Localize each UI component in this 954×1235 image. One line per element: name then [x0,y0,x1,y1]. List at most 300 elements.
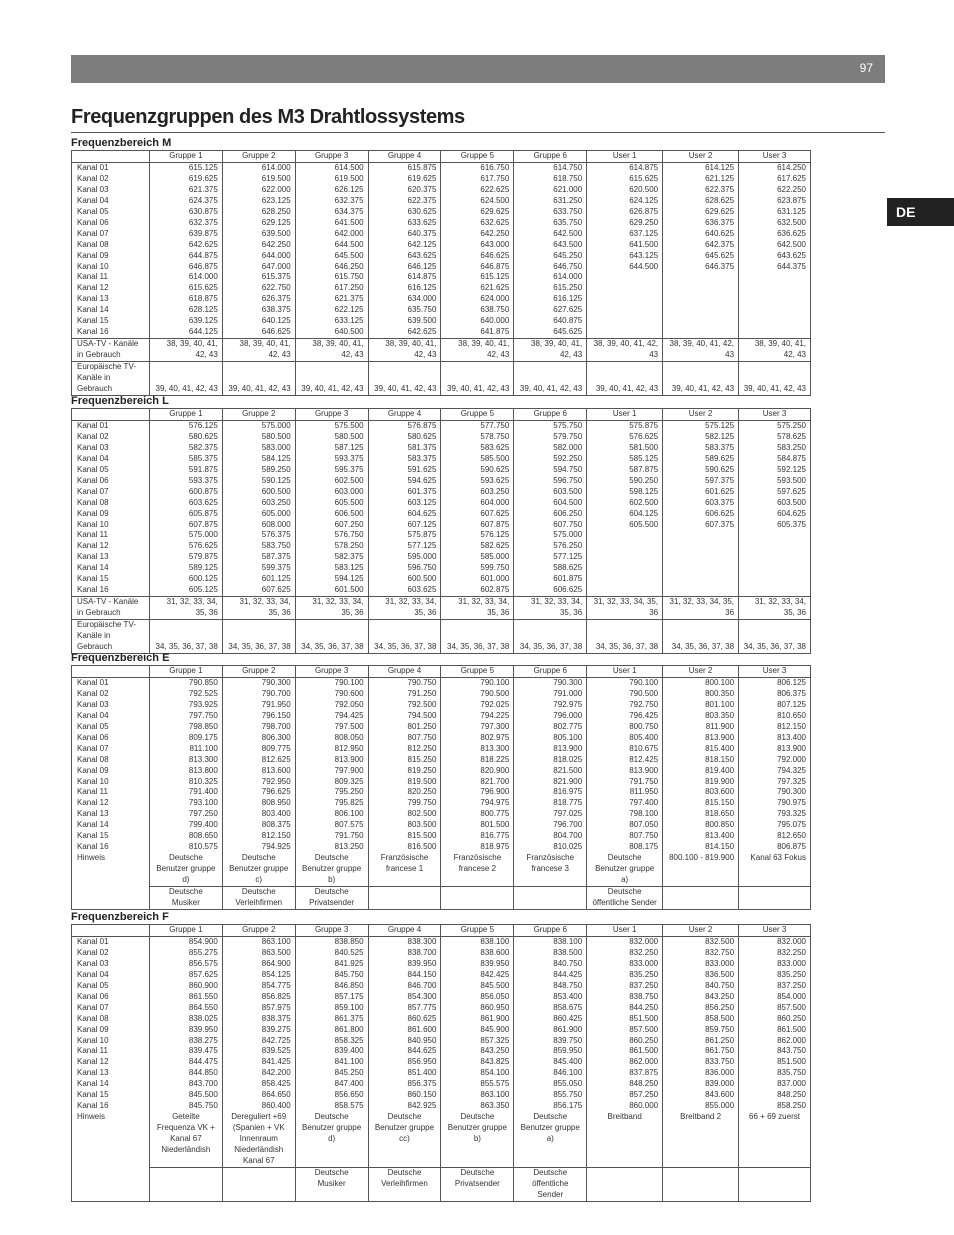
frequency-cell: 607.250 [295,520,368,531]
frequency-cell: 583.625 [441,443,514,454]
frequency-cell: 582.125 [663,432,739,443]
column-header: User 2 [663,151,739,163]
frequency-cell: 819.400 [663,766,739,777]
notes-row [72,620,811,654]
channel-label: Kanal 03 [72,959,150,970]
frequency-cell: 583.250 [739,443,811,454]
notes-label: USA-TV - Kanäle in Gebrauch [72,597,150,620]
table-row [72,476,811,487]
frequency-cell: 618.875 [149,294,222,305]
tv-channels-cell: 31, 32, 33, 34, 35, 36 [441,597,514,620]
frequency-cell: 576.875 [368,420,441,431]
frequency-cell: 838.750 [587,992,663,1003]
frequency-cell [739,552,811,563]
frequency-cell: 614.000 [149,272,222,283]
column-header: User 1 [587,925,663,937]
frequency-cell: 813.800 [149,766,222,777]
frequency-cell [739,327,811,338]
tv-channels-cell: 39, 40, 41, 42, 43 [587,362,663,396]
frequency-cell: 858.250 [739,1101,811,1112]
frequency-cell: 605.000 [222,509,295,520]
frequency-cell: 575.750 [514,420,587,431]
table-row [72,509,811,520]
frequency-cell: 856.250 [663,1003,739,1014]
frequency-cell: 590.250 [587,476,663,487]
table-row [72,831,811,842]
channel-label: Kanal 11 [72,272,150,283]
frequency-cell: 795.825 [295,798,368,809]
frequency-cell: 794.225 [441,711,514,722]
table-row [72,454,811,465]
frequency-cell: 605.500 [295,498,368,509]
frequency-cell: 854.300 [368,992,441,1003]
frequency-cell: 832.250 [587,948,663,959]
frequency-cell: 597.375 [663,476,739,487]
header-row [72,151,811,163]
hint-cell: Deutsche Benutzer gruppe a) [514,1112,587,1167]
frequency-cell: 580.625 [368,432,441,443]
tv-channels-cell: 34, 35, 36, 37, 38 [514,620,587,654]
hint-row [72,1112,811,1167]
frequency-cell: 841.100 [295,1057,368,1068]
frequency-cell: 615.375 [222,272,295,283]
table-row [72,162,811,173]
frequency-cell: 582.625 [441,541,514,552]
frequency-cell: 796.700 [514,820,587,831]
frequency-cell: 607.750 [514,520,587,531]
frequency-cell: 575.875 [587,420,663,431]
table-row [72,1068,811,1079]
frequency-cell: 832.500 [663,936,739,947]
frequency-cell: 821.700 [441,777,514,788]
frequency-cell: 844.150 [368,970,441,981]
frequency-cell: 589.625 [663,454,739,465]
frequency-cell: 839.950 [149,1025,222,1036]
frequency-cell: 593.500 [739,476,811,487]
tv-channels-cell: 34, 35, 36, 37, 38 [149,620,222,654]
frequency-cell: 843.600 [663,1090,739,1101]
column-header: Gruppe 6 [514,409,587,421]
table-row [72,196,811,207]
frequency-cell: 810.650 [739,711,811,722]
frequency-cell [739,283,811,294]
section-frequenzbereich-e [71,652,811,907]
frequency-cell: 790.300 [739,787,811,798]
column-header: Gruppe 5 [441,151,514,163]
frequency-cell: 808.375 [222,820,295,831]
tv-channels-cell: 31, 32, 33, 34, 35, 36 [663,597,739,620]
frequency-cell: 590.625 [441,465,514,476]
frequency-cell [587,574,663,585]
frequency-cell [663,316,739,327]
notes-label: Europäische TV-Kanäle in Gebrauch [72,620,150,654]
channel-label: Kanal 02 [72,174,150,185]
frequency-cell: 803.400 [222,809,295,820]
frequency-cell: 813.400 [739,733,811,744]
tv-channels-cell: 34, 35, 36, 37, 38 [441,620,514,654]
frequency-cell: 579.750 [514,432,587,443]
channel-label: Kanal 10 [72,262,150,273]
frequency-cell: 605.500 [587,520,663,531]
frequency-cell: 603.125 [368,498,441,509]
frequency-cell: 607.875 [441,520,514,531]
frequency-cell: 639.875 [149,229,222,240]
frequency-cell: 818.650 [663,809,739,820]
frequency-cell: 626.875 [587,207,663,218]
frequency-cell: 631.250 [514,196,587,207]
frequency-cell: 842.725 [222,1036,295,1047]
frequency-cell: 845.750 [295,970,368,981]
frequency-cell: 615.625 [149,283,222,294]
frequency-cell [739,294,811,305]
column-header: User 3 [739,151,811,163]
page-number: 97 [859,61,873,75]
frequency-cell: 792.500 [368,700,441,711]
frequency-cell: 838.600 [441,948,514,959]
frequency-cell: 798.100 [587,809,663,820]
frequency-cell: 860.625 [368,1014,441,1025]
frequency-cell: 594.625 [368,476,441,487]
tv-channels-cell: 39, 40, 41, 42, 43 [663,362,739,396]
frequency-cell: 832.250 [739,948,811,959]
frequency-cell: 584.125 [222,454,295,465]
frequency-cell: 601.875 [514,574,587,585]
frequency-cell: 582.375 [295,552,368,563]
table-row [72,487,811,498]
frequency-cell: 794.975 [441,798,514,809]
frequency-cell: 642.250 [441,229,514,240]
frequency-cell: 808.175 [587,842,663,853]
tv-channels-cell: 39, 40, 41, 42, 43 [441,362,514,396]
frequency-cell: 806.125 [739,677,811,688]
channel-label: Kanal 03 [72,185,150,196]
frequency-cell: 802.975 [441,733,514,744]
frequency-cell: 860.900 [149,981,222,992]
frequency-cell: 855.275 [149,948,222,959]
frequency-cell: 843.700 [149,1079,222,1090]
frequency-cell: 858.675 [514,1003,587,1014]
channel-label: Kanal 01 [72,162,150,173]
frequency-cell: 584.875 [739,454,811,465]
frequency-cell: 856.825 [222,992,295,1003]
frequency-cell: 838.025 [149,1014,222,1025]
frequency-cell: 795.075 [739,820,811,831]
hint-cell: Deutsche Benutzer gruppe b) [441,1112,514,1167]
frequency-cell: 845.750 [149,1101,222,1112]
tv-channels-cell: 38, 39, 40, 41, 42, 43 [441,339,514,362]
frequency-cell: 818.975 [441,842,514,853]
frequency-cell: 581.375 [368,443,441,454]
channel-label: Kanal 05 [72,207,150,218]
frequency-cell: 808.950 [222,798,295,809]
channel-label: Kanal 14 [72,563,150,574]
tv-channels-cell: 31, 32, 33, 34, 35, 36 [368,597,441,620]
channel-label: Kanal 09 [72,509,150,520]
tv-channels-cell: 31, 32, 33, 34, 35, 36 [587,597,663,620]
frequency-cell: 843.250 [663,992,739,1003]
channel-label: Kanal 10 [72,1036,150,1047]
frequency-cell: 845.900 [441,1025,514,1036]
notes-row [72,339,811,362]
tv-channels-cell: 38, 39, 40, 41, 42, 43 [295,339,368,362]
notes-label: Europäische TV-Kanäle in Gebrauch [72,362,150,396]
frequency-cell: 837.250 [739,981,811,992]
frequency-cell: 621.375 [295,294,368,305]
tv-channels-cell: 39, 40, 41, 42, 43 [295,362,368,396]
table-row [72,700,811,711]
frequency-cell: 583.750 [222,541,295,552]
frequency-cell: 602.875 [441,585,514,596]
column-header: Gruppe 3 [295,151,368,163]
frequency-cell: 842.200 [222,1068,295,1079]
hint-row [72,853,811,886]
frequency-cell: 632.375 [295,196,368,207]
frequency-cell: 840.950 [368,1036,441,1047]
frequency-cell: 639.500 [368,316,441,327]
frequency-cell: 862.000 [739,1036,811,1047]
frequency-cell: 861.500 [739,1025,811,1036]
frequency-cell: 617.250 [295,283,368,294]
frequency-cell: 633.625 [368,218,441,229]
frequency-cell: 840.750 [663,981,739,992]
hint-cell: Deutsche Privatsender [295,887,368,910]
frequency-cell: 819.500 [368,777,441,788]
channel-label: Kanal 12 [72,283,150,294]
frequency-cell: 863.100 [222,936,295,947]
column-header: User 1 [587,151,663,163]
table-row [72,711,811,722]
frequency-cell: 622.375 [368,196,441,207]
frequency-cell: 812.425 [587,755,663,766]
frequency-cell: 628.625 [663,196,739,207]
hint-cell: Französische francese 2 [441,853,514,886]
hint-cell: Deutsche Benutzer gruppe c) [222,853,295,886]
frequency-cell: 627.625 [514,305,587,316]
section-title: Frequenzbereich L [71,395,169,407]
table-row [72,541,811,552]
frequency-cell: 603.625 [368,585,441,596]
frequency-cell: 821.500 [514,766,587,777]
frequency-cell: 841.925 [295,959,368,970]
frequency-cell: 629.250 [587,218,663,229]
frequency-cell: 583.125 [295,563,368,574]
frequency-cell: 619.500 [295,174,368,185]
frequency-cell: 857.500 [739,1003,811,1014]
frequency-cell: 646.625 [222,327,295,338]
frequency-cell: 576.625 [149,541,222,552]
frequency-cell [663,563,739,574]
table-row [72,585,811,596]
frequency-cell: 861.900 [514,1025,587,1036]
frequency-cell: 607.375 [663,520,739,531]
frequency-cell: 860.425 [514,1014,587,1025]
frequency-cell: 859.950 [514,1046,587,1057]
frequency-cell: 836.000 [663,1068,739,1079]
frequency-cell: 838.375 [222,1014,295,1025]
frequency-cell: 576.625 [587,432,663,443]
frequency-cell: 845.250 [295,1068,368,1079]
frequency-cell: 854.100 [441,1068,514,1079]
frequency-cell: 645.500 [295,251,368,262]
frequency-cell: 843.250 [441,1046,514,1057]
frequency-cell: 594.750 [514,465,587,476]
table-row [72,443,811,454]
frequency-cell: 858.325 [295,1036,368,1047]
frequency-cell [587,552,663,563]
frequency-cell [663,541,739,552]
frequency-cell: 853.400 [514,992,587,1003]
hint-label-empty [72,887,150,910]
channel-label: Kanal 05 [72,722,150,733]
tv-channels-cell: 34, 35, 36, 37, 38 [739,620,811,654]
frequency-cell: 810.025 [514,842,587,853]
frequency-cell: 840.750 [514,959,587,970]
channel-label: Kanal 11 [72,530,150,541]
channel-label: Kanal 10 [72,520,150,531]
frequency-cell: 813.600 [222,766,295,777]
frequency-cell: 851.500 [587,1014,663,1025]
frequency-cell: 792.000 [739,755,811,766]
frequency-cell: 602.500 [587,498,663,509]
frequency-cell: 618.750 [514,174,587,185]
frequency-cell: 601.500 [295,585,368,596]
frequency-cell: 621.625 [441,283,514,294]
frequency-cell: 812.650 [739,831,811,842]
frequency-cell: 797.300 [441,722,514,733]
frequency-cell: 811.900 [663,722,739,733]
frequency-cell: 587.875 [587,465,663,476]
channel-label: Kanal 01 [72,677,150,688]
notes-label: USA-TV - Kanäle in Gebrauch [72,339,150,362]
frequency-cell: 810.325 [149,777,222,788]
frequency-cell: 796.000 [514,711,587,722]
frequency-cell: 846.100 [514,1068,587,1079]
frequency-cell: 863.500 [222,948,295,959]
table-row [72,305,811,316]
frequency-cell: 796.425 [587,711,663,722]
frequency-cell: 607.125 [368,520,441,531]
hint-label: Hinweis [72,1112,150,1167]
frequency-cell: 795.250 [295,787,368,798]
frequency-cell [663,305,739,316]
tv-channels-cell: 31, 32, 33, 34, 35, 36 [222,597,295,620]
frequency-cell: 636.375 [663,218,739,229]
frequency-cell: 606.625 [514,585,587,596]
frequency-cell: 606.250 [514,509,587,520]
frequency-cell: 862.000 [587,1057,663,1068]
frequency-cell [663,530,739,541]
frequency-cell: 833.000 [587,959,663,970]
frequency-cell: 638.750 [441,305,514,316]
frequency-cell [663,574,739,585]
frequency-cell: 802.500 [368,809,441,820]
frequency-cell: 839.275 [222,1025,295,1036]
frequency-cell: 807.125 [739,700,811,711]
frequency-cell: 622.250 [739,185,811,196]
tv-channels-cell: 38, 39, 40, 41, 42, 43 [368,339,441,362]
frequency-cell: 856.650 [295,1090,368,1101]
frequency-cell: 857.775 [368,1003,441,1014]
section-frequenzbereich-l [71,395,811,650]
frequency-cell: 593.375 [149,476,222,487]
frequency-cell: 576.375 [222,530,295,541]
frequency-cell: 791.250 [368,689,441,700]
channel-label: Kanal 06 [72,218,150,229]
frequency-cell: 642.625 [149,240,222,251]
frequency-cell: 855.750 [514,1090,587,1101]
column-header: Gruppe 1 [149,925,222,937]
frequency-cell: 596.750 [368,563,441,574]
frequency-cell: 636.625 [739,229,811,240]
frequency-cell: 838.100 [514,936,587,947]
frequency-cell: 642.000 [295,229,368,240]
page-title: Frequenzgruppen des M3 Drahtlossystems [71,106,465,128]
frequency-cell: 813.900 [514,744,587,755]
frequency-cell: 604.625 [739,509,811,520]
frequency-cell: 807.750 [587,831,663,842]
frequency-cell: 600.500 [368,574,441,585]
channel-label: Kanal 04 [72,196,150,207]
frequency-cell: 809.775 [222,744,295,755]
frequency-cell: 603.500 [514,487,587,498]
frequency-cell: 592.125 [739,465,811,476]
column-header: Gruppe 4 [368,409,441,421]
frequency-cell: 622.625 [441,185,514,196]
frequency-cell: 602.500 [295,476,368,487]
frequency-cell: 587.375 [222,552,295,563]
frequency-cell: 844.250 [587,1003,663,1014]
frequency-cell: 623.125 [222,196,295,207]
channel-label: Kanal 14 [72,820,150,831]
frequency-cell: 813.300 [441,744,514,755]
hint-cell: Breitband [587,1112,663,1167]
frequency-cell [739,316,811,327]
frequency-cell: 810.675 [587,744,663,755]
tv-channels-cell: 38, 39, 40, 41, 42, 43 [149,339,222,362]
table-row [72,1036,811,1047]
table-row [72,563,811,574]
channel-label: Kanal 13 [72,1068,150,1079]
frequency-cell: 858.500 [663,1014,739,1025]
frequency-cell: 635.750 [514,218,587,229]
column-header: User 2 [663,925,739,937]
frequency-cell: 813.300 [149,755,222,766]
channel-label: Kanal 08 [72,240,150,251]
frequency-cell: 614.000 [514,272,587,283]
frequency-cell: 575.000 [514,530,587,541]
frequency-cell: 643.125 [587,251,663,262]
hint-cell [514,887,587,910]
frequency-cell: 813.250 [295,842,368,853]
frequency-cell: 807.750 [368,733,441,744]
frequency-cell: 640.125 [222,316,295,327]
frequency-cell: 833.000 [663,959,739,970]
frequency-cell: 576.250 [514,541,587,552]
frequency-cell [587,316,663,327]
frequency-cell: 792.050 [295,700,368,711]
tv-channels-cell: 39, 40, 41, 42, 43 [739,362,811,396]
frequency-cell: 794.425 [295,711,368,722]
channel-label: Kanal 04 [72,970,150,981]
corner-cell [72,666,150,678]
frequency-cell: 642.125 [368,240,441,251]
frequency-cell: 645.625 [514,327,587,338]
frequency-cell: 807.575 [295,820,368,831]
frequency-cell: 644.500 [295,240,368,251]
frequency-cell: 854.900 [149,936,222,947]
frequency-cell: 626.375 [222,294,295,305]
table-row [72,574,811,585]
